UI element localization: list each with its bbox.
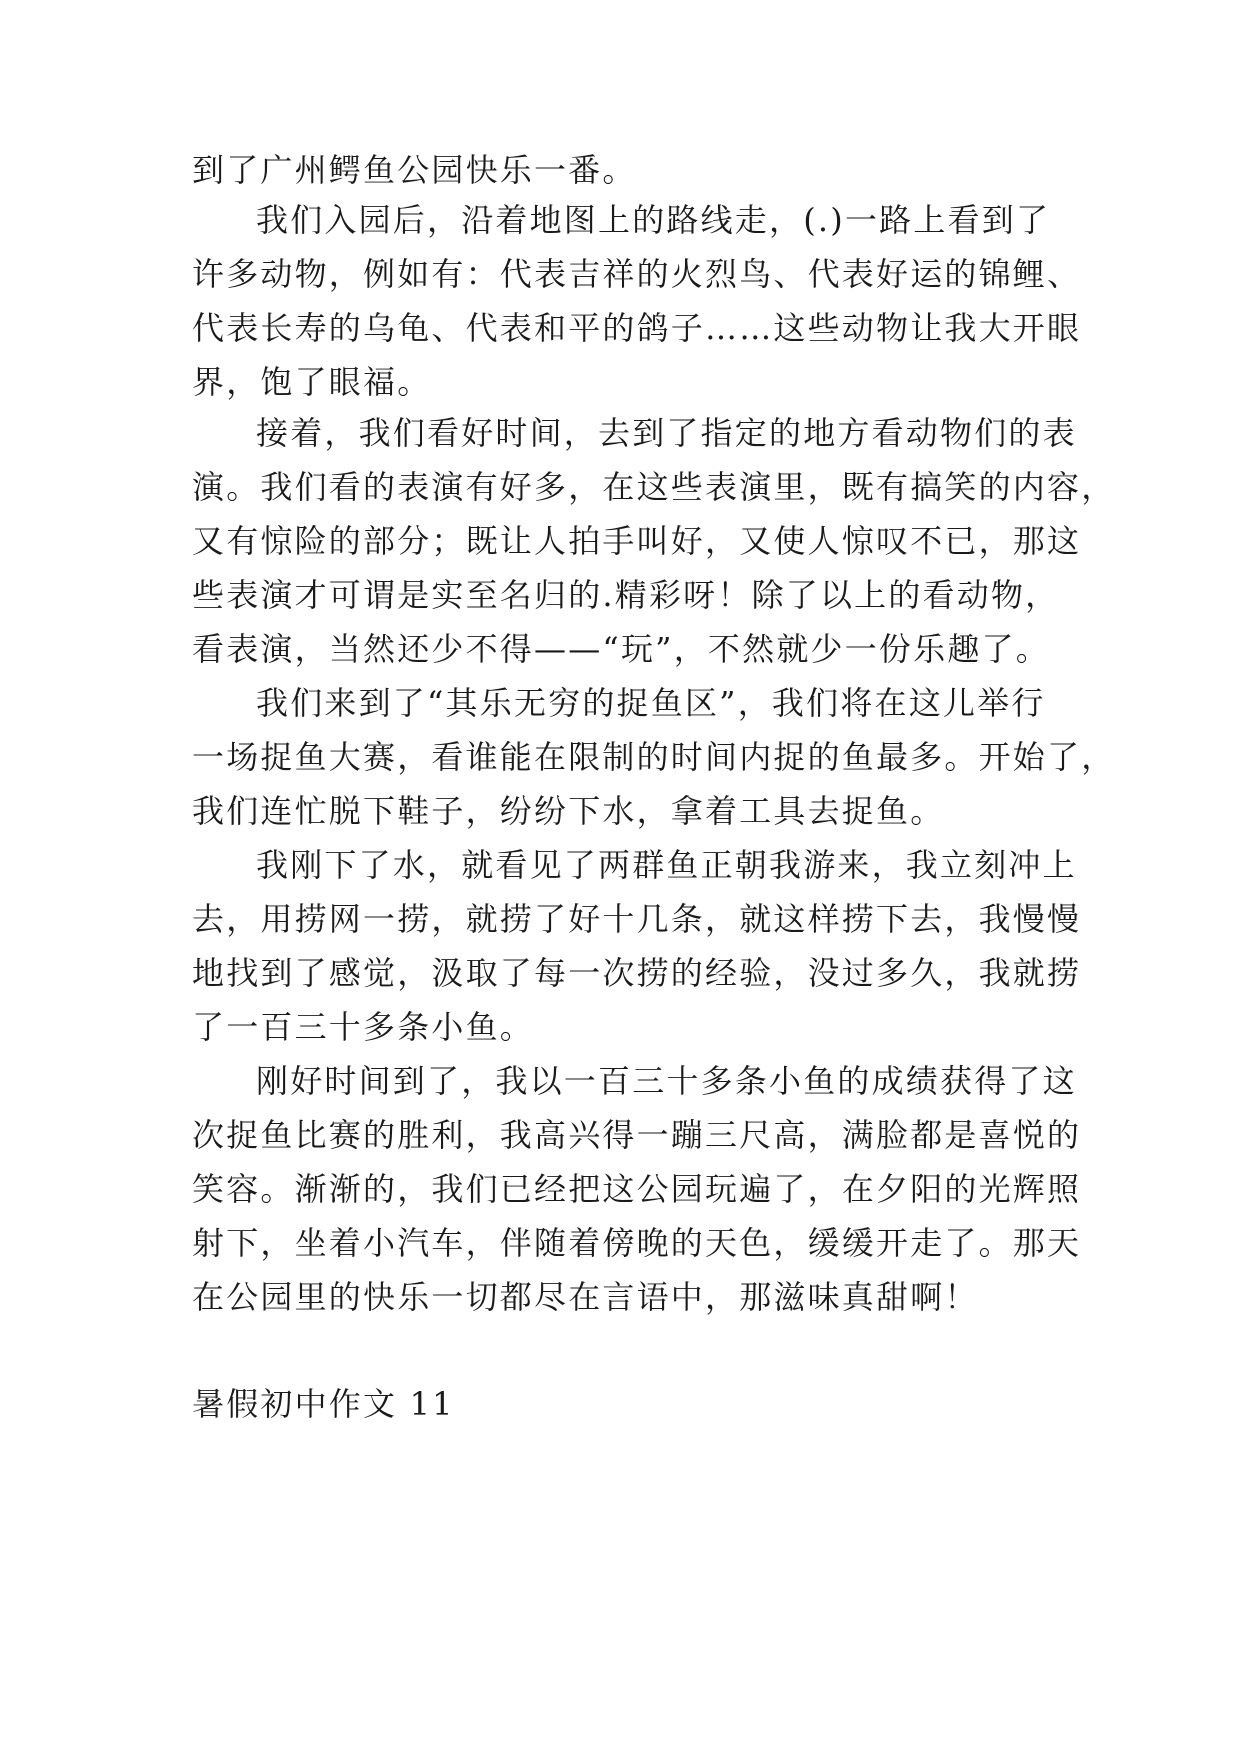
paragraph-start-5: 刚好时间到了，我以一百三十多条小鱼的成绩获得了这 [256, 1062, 1077, 1100]
paragraph-start-2: 接着，我们看好时间，去到了指定的地方看动物们的表 [256, 414, 1077, 452]
text-line-20: 笑容。渐渐的，我们已经把这公园玩遍了，在夕阳的光辉照 [192, 1170, 1082, 1208]
text-line-16: 地找到了感觉，汲取了每一次捞的经验，没过多久，我就捞 [192, 954, 1082, 992]
paragraph-start-3: 我们来到了“其乐无穷的捉鱼区”，我们将在这儿举行 [256, 684, 1046, 722]
text-line-12: 一场捉鱼大赛，看谁能在限制的时间内捉的鱼最多。开始了， [192, 738, 1116, 776]
text-line-13: 我们连忙脱下鞋子，纷纷下水，拿着工具去捉鱼。 [192, 792, 945, 830]
text-line-8: 又有惊险的部分；既让人拍手叫好，又使人惊叹不已，那这 [192, 522, 1082, 560]
text-line-9: 些表演才可谓是实至名归的.精彩呀！除了以上的看动物， [192, 576, 1060, 614]
text-line-15: 去，用捞网一捞，就捞了好十几条，就这样捞下去，我慢慢 [192, 900, 1082, 938]
text-line-19: 次捉鱼比赛的胜利，我高兴得一蹦三尺高，满脸都是喜悦的 [192, 1116, 1082, 1154]
text-line-1: 到了广州鳄鱼公园快乐一番。 [192, 151, 637, 189]
text-line-22: 在公园里的快乐一切都尽在言语中，那滋味真甜啊！ [192, 1278, 979, 1316]
text-line-3: 许多动物，例如有：代表吉祥的火烈鸟、代表好运的锦鲤、 [192, 255, 1082, 293]
section-heading: 暑假初中作文 11 [192, 1385, 455, 1423]
text-line-17: 了一百三十多条小鱼。 [192, 1008, 535, 1046]
text-line-7: 演。我们看的表演有好多，在这些表演里，既有搞笑的内容， [192, 468, 1116, 506]
paragraph-start-1: 我们入园后，沿着地图上的路线走，(.)一路上看到了 [256, 201, 1051, 239]
text-line-4: 代表长寿的乌龟、代表和平的鸽子……这些动物让我大开眼 [192, 309, 1082, 347]
text-line-10: 看表演，当然还少不得——“玩”，不然就少一份乐趣了。 [192, 630, 1050, 668]
paragraph-start-4: 我刚下了水，就看见了两群鱼正朝我游来，我立刻冲上 [256, 846, 1077, 884]
text-line-5: 界，饱了眼福。 [192, 363, 432, 401]
text-line-21: 射下，坐着小汽车，伴随着傍晚的天色，缓缓开走了。那天 [192, 1224, 1082, 1262]
